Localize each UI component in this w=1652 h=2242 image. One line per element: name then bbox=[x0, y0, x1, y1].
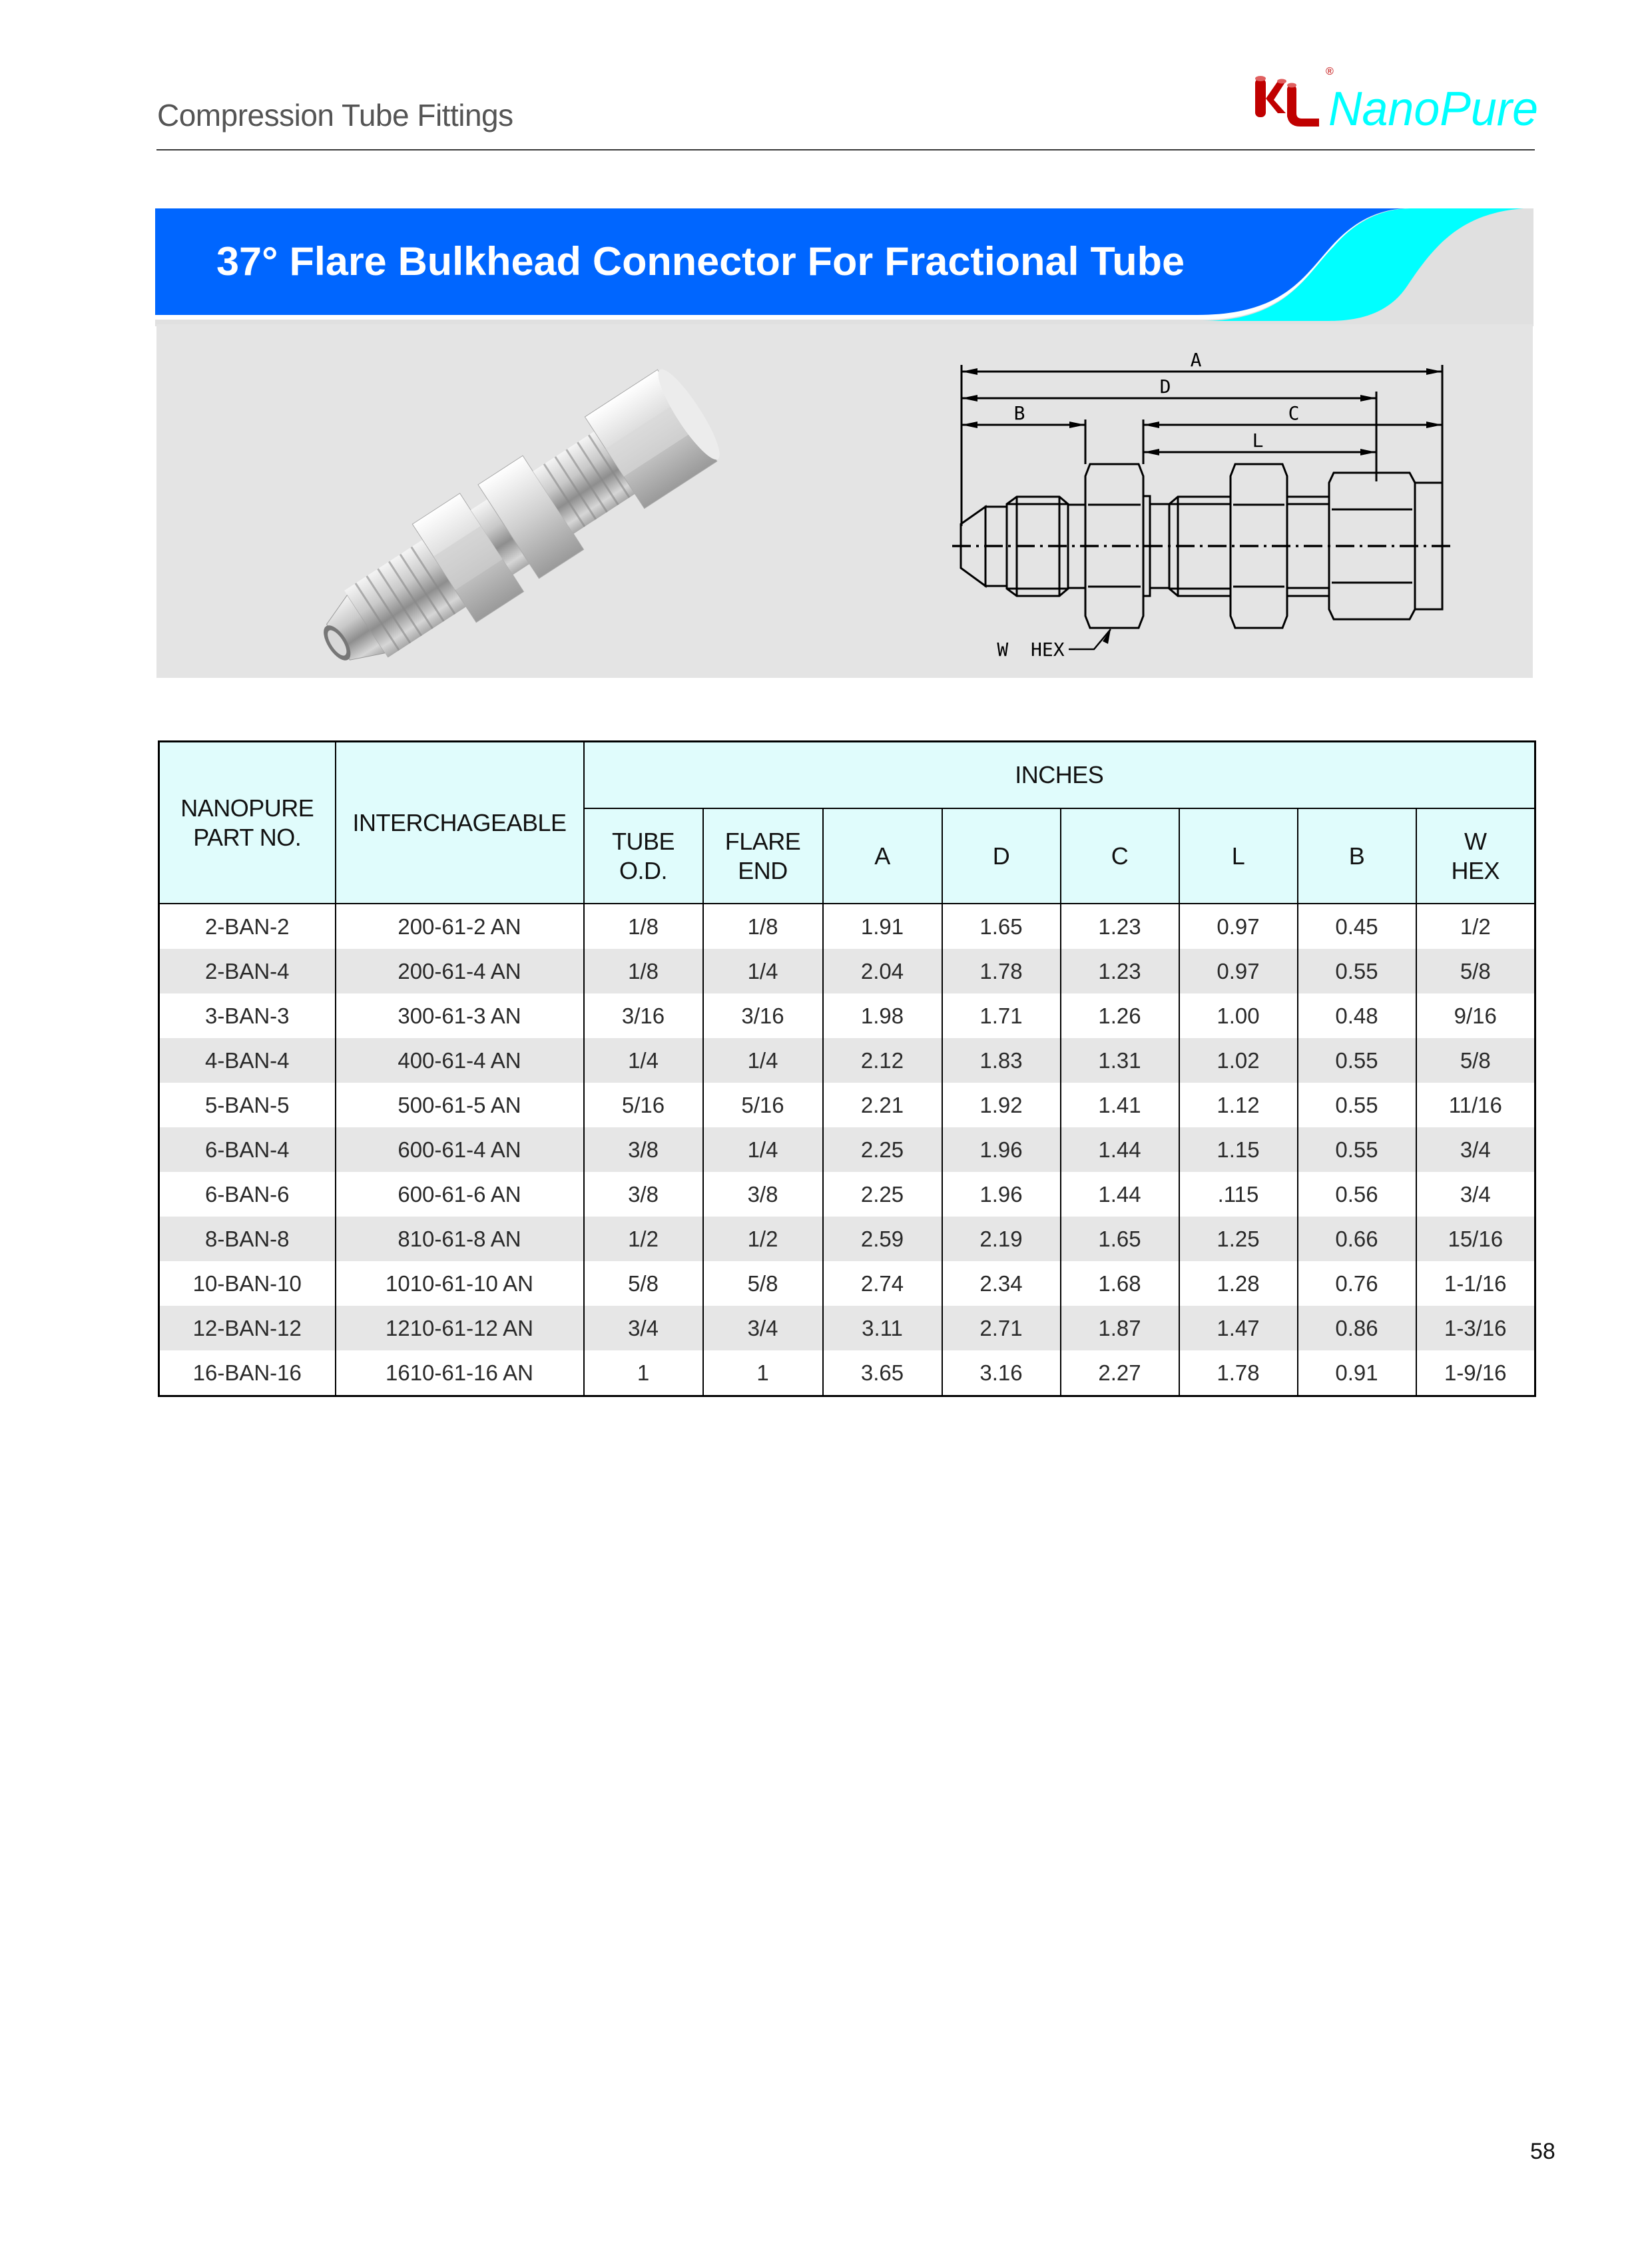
cell-tube-od: 3/8 bbox=[584, 1127, 703, 1172]
header-d-label: D bbox=[992, 842, 1010, 870]
cell-d: 1.92 bbox=[942, 1083, 1061, 1127]
cell-w-hex: 3/4 bbox=[1416, 1127, 1535, 1172]
cell-d: 1.96 bbox=[942, 1172, 1061, 1217]
header-part-no-label: NANOPURE PART NO. bbox=[180, 794, 314, 851]
cell-part-no: 6-BAN-6 bbox=[159, 1172, 336, 1217]
cell-flare-end: 1/2 bbox=[703, 1217, 823, 1261]
header-a-label: A bbox=[874, 842, 890, 870]
cell-d: 1.65 bbox=[942, 904, 1061, 949]
cell-flare-end: 1/8 bbox=[703, 904, 823, 949]
dim-label-d: D bbox=[1159, 376, 1171, 398]
cell-flare-end: 1/4 bbox=[703, 1038, 823, 1083]
cell-c: 1.31 bbox=[1061, 1038, 1179, 1083]
cell-a: 1.91 bbox=[823, 904, 942, 949]
cell-interchangeable: 300-61-3 AN bbox=[336, 993, 584, 1038]
cell-part-no: 8-BAN-8 bbox=[159, 1217, 336, 1261]
cell-b: 0.86 bbox=[1298, 1306, 1416, 1350]
cell-part-no: 5-BAN-5 bbox=[159, 1083, 336, 1127]
table-row bbox=[159, 1127, 1535, 1172]
header-w-hex-label: W HEX bbox=[1451, 827, 1500, 884]
cell-l: .115 bbox=[1179, 1172, 1298, 1217]
table-row bbox=[159, 1038, 1535, 1083]
brand-name: NanoPure bbox=[1328, 83, 1538, 133]
cell-w-hex: 11/16 bbox=[1416, 1083, 1535, 1127]
cell-a: 2.04 bbox=[823, 949, 942, 993]
cell-tube-od: 3/16 bbox=[584, 993, 703, 1038]
cell-b: 0.56 bbox=[1298, 1172, 1416, 1217]
cell-w-hex: 1-1/16 bbox=[1416, 1261, 1535, 1306]
header-c bbox=[1061, 808, 1179, 904]
cell-flare-end: 1/4 bbox=[703, 949, 823, 993]
cell-part-no: 2-BAN-2 bbox=[159, 904, 336, 949]
brand-logo bbox=[1248, 67, 1541, 133]
cell-interchangeable: 500-61-5 AN bbox=[336, 1083, 584, 1127]
cell-b: 0.55 bbox=[1298, 1127, 1416, 1172]
cell-tube-od: 3/4 bbox=[584, 1306, 703, 1350]
cell-d: 1.78 bbox=[942, 949, 1061, 993]
cell-tube-od: 5/16 bbox=[584, 1083, 703, 1127]
table-row bbox=[159, 904, 1535, 949]
cell-w-hex: 5/8 bbox=[1416, 1038, 1535, 1083]
section-title: Compression Tube Fittings bbox=[157, 98, 513, 133]
product-photo bbox=[156, 324, 822, 678]
header-d bbox=[942, 808, 1061, 904]
cell-part-no: 4-BAN-4 bbox=[159, 1038, 336, 1083]
cell-d: 1.96 bbox=[942, 1127, 1061, 1172]
cell-l: 1.12 bbox=[1179, 1083, 1298, 1127]
cell-d: 2.71 bbox=[942, 1306, 1061, 1350]
cell-w-hex: 9/16 bbox=[1416, 993, 1535, 1038]
cell-w-hex: 1/2 bbox=[1416, 904, 1535, 949]
cell-l: 0.97 bbox=[1179, 949, 1298, 993]
cell-a: 2.25 bbox=[823, 1127, 942, 1172]
cell-l: 1.47 bbox=[1179, 1306, 1298, 1350]
cell-part-no: 6-BAN-4 bbox=[159, 1127, 336, 1172]
cell-flare-end: 3/8 bbox=[703, 1172, 823, 1217]
dim-label-a: A bbox=[1190, 349, 1202, 371]
cell-tube-od: 1 bbox=[584, 1350, 703, 1396]
cell-w-hex: 1-3/16 bbox=[1416, 1306, 1535, 1350]
cell-d: 1.71 bbox=[942, 993, 1061, 1038]
cell-l: 1.00 bbox=[1179, 993, 1298, 1038]
header-b bbox=[1298, 808, 1416, 904]
header-flare-end bbox=[703, 808, 823, 904]
cell-interchangeable: 1210-61-12 AN bbox=[336, 1306, 584, 1350]
cell-tube-od: 1/8 bbox=[584, 949, 703, 993]
cell-flare-end: 1 bbox=[703, 1350, 823, 1396]
cell-interchangeable: 1010-61-10 AN bbox=[336, 1261, 584, 1306]
cell-a: 3.65 bbox=[823, 1350, 942, 1396]
product-image-panel bbox=[156, 324, 1533, 678]
table-row bbox=[159, 1306, 1535, 1350]
cell-w-hex: 15/16 bbox=[1416, 1217, 1535, 1261]
cell-c: 1.65 bbox=[1061, 1217, 1179, 1261]
cell-l: 1.28 bbox=[1179, 1261, 1298, 1306]
cell-b: 0.76 bbox=[1298, 1261, 1416, 1306]
header-flare-end-label: FLARE END bbox=[724, 827, 801, 884]
cell-c: 2.27 bbox=[1061, 1350, 1179, 1396]
registered-mark: ® bbox=[1326, 67, 1334, 77]
cell-c: 1.23 bbox=[1061, 904, 1179, 949]
header-w-hex bbox=[1416, 808, 1535, 904]
dim-label-w-hex: W HEX bbox=[997, 639, 1065, 661]
cell-c: 1.87 bbox=[1061, 1306, 1179, 1350]
header-b-label: B bbox=[1348, 842, 1365, 870]
cell-part-no: 2-BAN-4 bbox=[159, 949, 336, 993]
cell-a: 2.25 bbox=[823, 1172, 942, 1217]
cell-l: 1.25 bbox=[1179, 1217, 1298, 1261]
cell-w-hex: 5/8 bbox=[1416, 949, 1535, 993]
cell-interchangeable: 600-61-6 AN bbox=[336, 1172, 584, 1217]
header-c-label: C bbox=[1111, 842, 1129, 870]
header-interchangeable-label: INTERCHAGEABLE bbox=[352, 808, 567, 836]
cell-w-hex: 1-9/16 bbox=[1416, 1350, 1535, 1396]
product-title: 37° Flare Bulkhead Connector For Fractional Tube bbox=[216, 239, 1185, 284]
cell-b: 0.55 bbox=[1298, 1083, 1416, 1127]
table-row bbox=[159, 1172, 1535, 1217]
cell-c: 1.68 bbox=[1061, 1261, 1179, 1306]
dimensions-table bbox=[158, 740, 1536, 1397]
cell-interchangeable: 600-61-4 AN bbox=[336, 1127, 584, 1172]
cell-w-hex: 3/4 bbox=[1416, 1172, 1535, 1217]
cell-interchangeable: 200-61-2 AN bbox=[336, 904, 584, 949]
kl-mark-icon bbox=[1255, 76, 1319, 127]
cell-flare-end: 3/16 bbox=[703, 993, 823, 1038]
table-row bbox=[159, 949, 1535, 993]
header-part-no bbox=[159, 742, 336, 904]
header-l bbox=[1179, 808, 1298, 904]
cell-l: 0.97 bbox=[1179, 904, 1298, 949]
cell-b: 0.66 bbox=[1298, 1217, 1416, 1261]
cell-l: 1.15 bbox=[1179, 1127, 1298, 1172]
dimension-drawing bbox=[949, 346, 1468, 678]
cell-b: 0.55 bbox=[1298, 949, 1416, 993]
dim-label-l: L bbox=[1252, 429, 1264, 451]
header-inches-group bbox=[584, 742, 1535, 809]
cell-l: 1.02 bbox=[1179, 1038, 1298, 1083]
cell-tube-od: 3/8 bbox=[584, 1172, 703, 1217]
table-row bbox=[159, 1261, 1535, 1306]
cell-interchangeable: 1610-61-16 AN bbox=[336, 1350, 584, 1396]
cell-b: 0.48 bbox=[1298, 993, 1416, 1038]
cell-b: 0.91 bbox=[1298, 1350, 1416, 1396]
dim-label-b: B bbox=[1013, 402, 1025, 424]
header-l-label: L bbox=[1231, 842, 1245, 870]
cell-a: 2.12 bbox=[823, 1038, 942, 1083]
cell-d: 2.19 bbox=[942, 1217, 1061, 1261]
cell-c: 1.44 bbox=[1061, 1127, 1179, 1172]
header-interchangeable bbox=[336, 742, 584, 904]
cell-interchangeable: 810-61-8 AN bbox=[336, 1217, 584, 1261]
cell-c: 1.41 bbox=[1061, 1083, 1179, 1127]
cell-tube-od: 5/8 bbox=[584, 1261, 703, 1306]
header-a bbox=[823, 808, 942, 904]
cell-part-no: 12-BAN-12 bbox=[159, 1306, 336, 1350]
title-banner bbox=[155, 206, 1533, 326]
cell-c: 1.26 bbox=[1061, 993, 1179, 1038]
header-inches-label: INCHES bbox=[1015, 761, 1104, 788]
table-row bbox=[159, 1083, 1535, 1127]
cell-part-no: 3-BAN-3 bbox=[159, 993, 336, 1038]
cell-flare-end: 5/8 bbox=[703, 1261, 823, 1306]
page-number: 58 bbox=[1530, 2139, 1555, 2164]
cell-d: 3.16 bbox=[942, 1350, 1061, 1396]
cell-part-no: 16-BAN-16 bbox=[159, 1350, 336, 1396]
header-divider bbox=[156, 149, 1535, 150]
cell-part-no: 10-BAN-10 bbox=[159, 1261, 336, 1306]
cell-b: 0.55 bbox=[1298, 1038, 1416, 1083]
header-tube-od bbox=[584, 808, 703, 904]
table-row bbox=[159, 1350, 1535, 1396]
cell-tube-od: 1/4 bbox=[584, 1038, 703, 1083]
cell-l: 1.78 bbox=[1179, 1350, 1298, 1396]
cell-a: 1.98 bbox=[823, 993, 942, 1038]
cell-interchangeable: 200-61-4 AN bbox=[336, 949, 584, 993]
cell-flare-end: 3/4 bbox=[703, 1306, 823, 1350]
header-tube-od-label: TUBE O.D. bbox=[611, 827, 675, 884]
cell-flare-end: 5/16 bbox=[703, 1083, 823, 1127]
cell-c: 1.23 bbox=[1061, 949, 1179, 993]
cell-b: 0.45 bbox=[1298, 904, 1416, 949]
cell-c: 1.44 bbox=[1061, 1172, 1179, 1217]
cell-d: 2.34 bbox=[942, 1261, 1061, 1306]
cell-flare-end: 1/4 bbox=[703, 1127, 823, 1172]
cell-tube-od: 1/8 bbox=[584, 904, 703, 949]
table-row bbox=[159, 993, 1535, 1038]
cell-tube-od: 1/2 bbox=[584, 1217, 703, 1261]
cell-a: 2.59 bbox=[823, 1217, 942, 1261]
table-row bbox=[159, 1217, 1535, 1261]
dim-label-c: C bbox=[1288, 402, 1300, 424]
cell-d: 1.83 bbox=[942, 1038, 1061, 1083]
cell-a: 3.11 bbox=[823, 1306, 942, 1350]
cell-a: 2.21 bbox=[823, 1083, 942, 1127]
cell-interchangeable: 400-61-4 AN bbox=[336, 1038, 584, 1083]
cell-a: 2.74 bbox=[823, 1261, 942, 1306]
